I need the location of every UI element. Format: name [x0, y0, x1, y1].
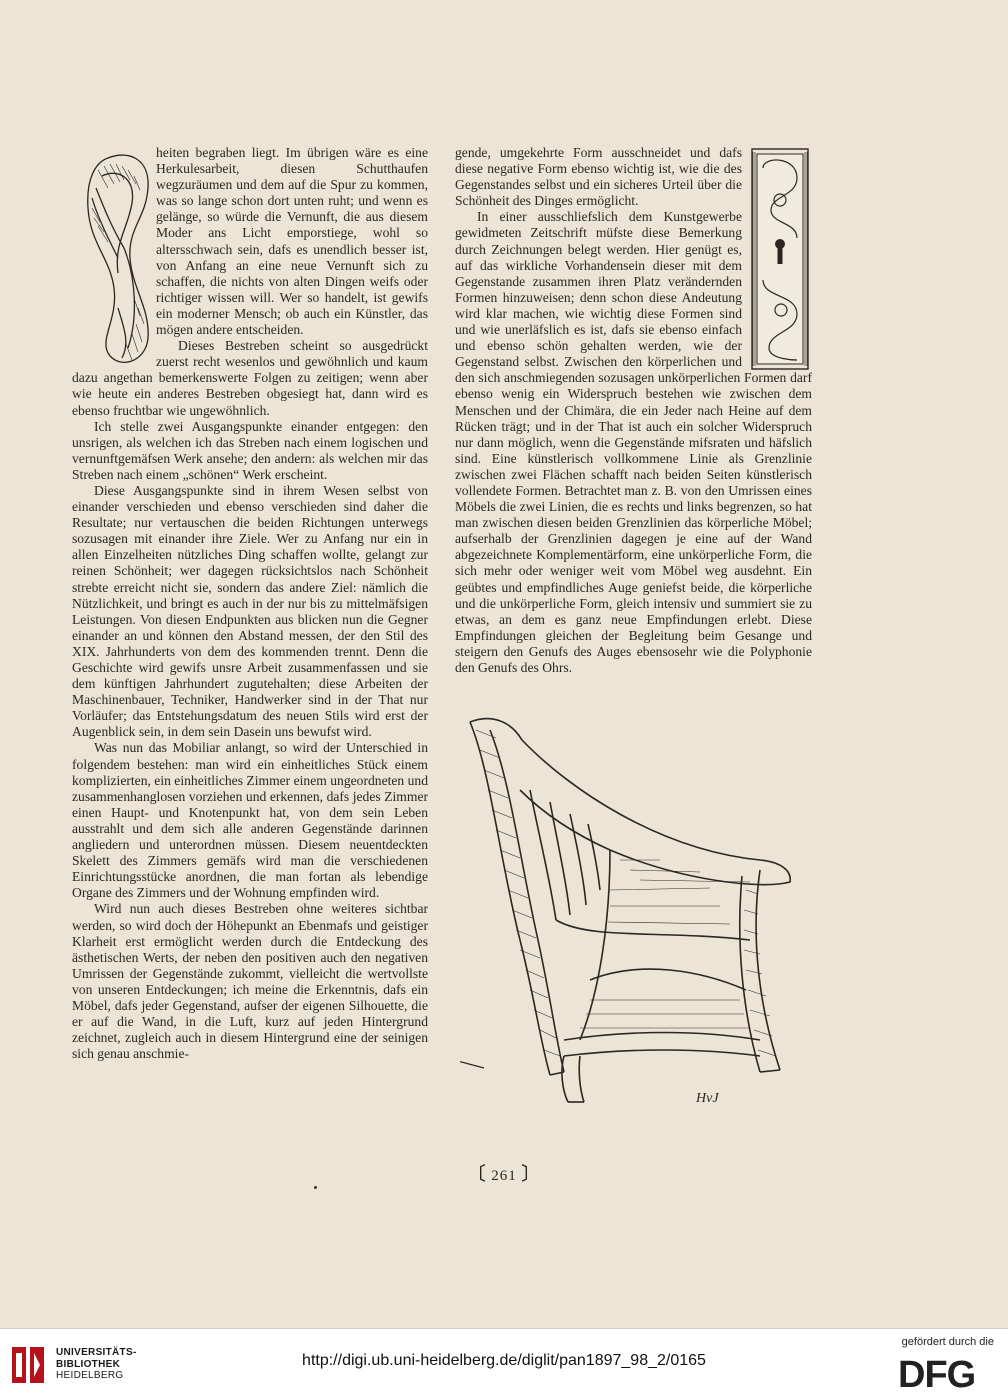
ornament-space: [72, 145, 152, 370]
paragraph: gende, umgekehrte Form ausschneidet und dafs diese negative Form ebenso wichtig ist, wie die des Gegenstandes selbst und ein sicheres Urteil über die Schönheit des Dinges ermöglicht.: [455, 145, 742, 209]
funding-text: gefördert durch die: [901, 1336, 994, 1348]
paragraph: Wird nun auch dieses Bestreben ohne weiteres sichtbar werden, so wird doch der Höhepunkt an Ebenmafs und geistiger Klarheit erst ermöglicht werden durch die Entdeckung des ästhetischen Werts, der neben den positiven auch den negativen Umrissen der Gegenstände zukommt, vielleicht die wertvollste von unseren Entdeckungen; ich meine die Erkenntnis, dafs ein Möbel, dafs jeder Gegenstand, aufser der eigenen Silhouette, die er auf die Wand, in die Luft, kurz auf jeden Hintergrund zeichnet, zugleich auch in diesem Hintergrund eine der seinigen sich genau anschmie-: [72, 901, 428, 1062]
ink-speck: [314, 1186, 317, 1189]
left-text-column: [72, 145, 428, 1062]
paragraph: Was nun das Mobiliar anlangt, so wird der Unterschied in folgendem bestehen: man wird ein einheitliches Stück einem komplizierten, ein einheitliches Zimmer einem ungeordneten und zusammenhanglosen vorziehen und erkennen, dafs jedes Zimmer einen Haupt- und Knotenpunkt hat, von dem sein Leben ausstrahlt und dem sich alle anderen Gegenstände darinnen angliedern und unterordnen müssen. Diesem neuentdeckten Skelett des Zimmers gemäfs wird man die verschiedenen Einrichtungsstücke anordnen, die man fortan als lebendige Organe des Zimmers und der Wohnung empfinden wird.: [72, 740, 428, 901]
dfg-logo[interactable]: [898, 1353, 994, 1391]
dfg-logo-text: DFG: [898, 1354, 976, 1391]
paragraph: In einer ausschliefslich dem Kunstgewerbe gewidmeten Zeitschrift müfste diese Bemerkung durch Zeichnungen belegt werden. Hier genügt es, auf das wirkliche Vorhandensein dieser mit dem Gegenstande zusammen ihren Platz verändernden Formen hinzuweisen; denn schon diese Andeutung wird klar machen, wie wichtig diese Formen sind und wie unerläfslich es ist, dafs sie ebenso einfach und ebenso schön gehalten werden, wie der Gegenstand selbst. Zwischen den körperlichen und den sich anschmiegenden sozusagen unkörperlichen Formen darf ebenso wenig ein Widerspruch bestehen wie zwischen dem Menschen und der Chimära, die ein Jeder nach Heine auf dem Rücken trägt; und in der That ist auch ein solcher Widerspruch nur dann möglich, wenn die Gegenstände mifsraten und häfslich sind. Eine künstlerisch vollkommene Linie als Grenzlinie zwischen zwei Flächen schafft nach beiden Seiten künstlerisch vollendete Formen. Betrachtet man z. B. von den Umrissen eines Möbels die zwei Linien, die es rechts und links begrenzen, so hat man zwischen diesen beiden Grenzlinien das körperliche Möbel; aufserhalb der Grenzlinien dagegen je eine auf der Wand abgezeichnete Komplementärform, eine unkörperliche Form, die sich mehr oder weniger weit vom Möbel weg ausdehnt. Ein geübtes und empfindliches Auge geniefst beide, die körperliche und die unkörperliche Form, gleich intensiv und summiert sie zu etwas, an dem es ganz neue Empfindungen erlebt. Diese Empfindungen gleichen der Begleitung beim Gesange und steigern den Genufs des Auges ebensosehr wie die Polyphonie den Genufs des Ohrs.: [455, 209, 812, 675]
paragraph: heiten begraben liegt. Im übrigen wäre es eine Herkulesarbeit, diesen Schutthaufen wegzuräumen und dem auf die Spur zu kommen, was so lange schon dort unten ruht; und wenn es gelänge, so würde die Vernunft, die aus diesem Moder ans Licht emporstiege, wohl so altersschwach sein, dafs es unendlich besser ist, von Anfang an eine neue Vernunft sich zu schaffen, die nichts von alten Dingen weifs oder richtiger wissen will. Wer so handelt, ist gewifs ein moderner Mensch; ob auch ein Künstler, das mögen andere entscheiden.: [156, 145, 428, 338]
permalink-url[interactable]: http://digi.ub.uni-heidelberg.de/diglit/pan1897_98_2/0165: [302, 1352, 706, 1369]
library-line-1: UNIVERSITÄTS-: [56, 1347, 137, 1358]
bracket-right: 〕: [521, 1164, 541, 1184]
library-line-3: HEIDELBERG: [56, 1370, 124, 1381]
paragraph: Diese Ausgangspunkte sind in ihrem Wesen selbst von einander verschieden und ebenso verschieden sind daher die Resultate; nur vertauschen die beiden Richtungen unterwegs sozusagen mit einander ihre Ziele. Wer zu Anfang nur ein in allen Einzelheiten nützliches Ding schaffen wollte, gelangt zur reinen Schönheit; wer dagegen rücksichtslos nach Schönheit strebte erreicht nicht sie, sondern das andere Ziel: nämlich die Nützlichkeit, und bringt es auch in der nur bis zu mittelmäfsigen Leistungen. Von diesen Endpunkten aus blicken nun die Gegner einander an und können den Abstand messen, der den Stil des XIX. Jahrhunderts von dem des kommenden trennt. Denn die Geschichte wird gewifs unsre Arbeit zusammenfassen und sie dem künftigen Jahrhundert zugutehalten; diese Arbeiten der Maschinenbauer, Techniker, Handwerker sind in der That nur Vorläufer; das Entstehungsdatum des neuen Stils wird erst der Augenblick sein, in dem sein Dasein uns bewufst wird.: [72, 482, 428, 740]
right-text-column: [455, 145, 812, 676]
chair-signature: HvJ: [696, 1091, 719, 1106]
page-number-value: 261: [491, 1168, 517, 1184]
page-number: [0, 1160, 1008, 1186]
paragraph: Dieses Bestreben scheint so ausgedrückt zuerst recht wesenlos und gewöhnlich und kaum dazu angethan bemerkenswerte Folgen zu zeitigen; wenn aber wie heute ein anderes Bestreben obgesiegt hat, dann wird es ebenso fruchtbar wie ungewöhnlich.: [72, 338, 428, 418]
escutcheon-space: [750, 145, 812, 367]
library-line-2: BIBLIOTHEK: [56, 1358, 121, 1370]
armchair-illustration: [460, 710, 800, 1110]
footer-bar: [0, 1328, 1008, 1399]
paragraph: Ich stelle zwei Ausgangspunkte einander entgegen: den unsrigen, als welchen ich das Streben nach einem logischen und vernunftgemäfsen Werk ansehe; den andern: als welchen mir das Streben nach einem „schönen“ Werk erscheint.: [72, 418, 428, 482]
bracket-left: 〔: [467, 1164, 487, 1184]
